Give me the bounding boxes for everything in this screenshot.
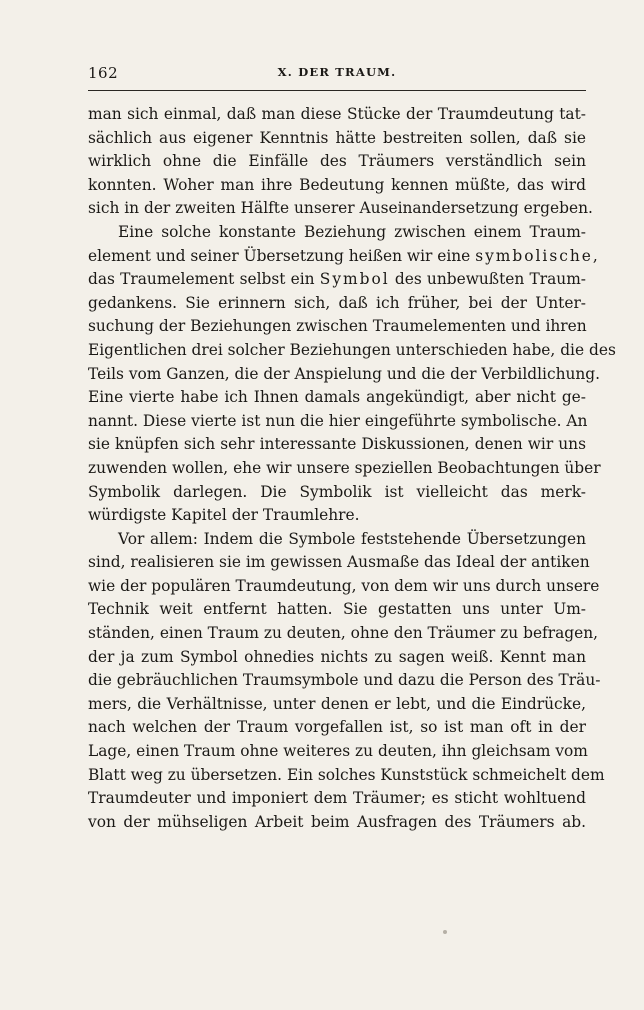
paragraph-2 [88, 221, 616, 528]
text-line [88, 245, 600, 269]
text-line: wie der populären Traumdeutung, von dem wir uns durch unsere [88, 576, 600, 595]
text-line: mers, die Verhältnisse, unter denen er lebt, und die Eindrücke, [88, 694, 586, 713]
page-number: 162 [88, 64, 119, 82]
text-line: wirklich ohne die Einfälle des Träumers verständlich sein [88, 152, 586, 171]
text-line: Symbolik darlegen. Die Symbolik ist vielleicht das merk- [88, 482, 586, 501]
text-line: von der mühseligen Arbeit beim Ausfragen des Träumers ab. [88, 812, 586, 831]
body-text [88, 103, 616, 834]
text-segment: element und seiner Übersetzung heißen wir eine [88, 246, 476, 265]
text-line: ständen, einen Traum zu deuten, ohne den Träumer zu befragen, [88, 624, 599, 643]
text-line: Traumdeuter und imponiert dem Träumer; es sticht wohltuend [88, 789, 586, 808]
text-line: Eine vierte habe ich Ihnen damals angekündigt, aber nicht ge- [88, 388, 586, 407]
text-line: sie knüpfen sich sehr interessante Diskussionen, denen wir uns [88, 435, 586, 454]
text-line: Teils vom Ganzen, die der Anspielung und die der Verbildlichung. [88, 364, 601, 383]
text-line: sind, realisieren sie im gewissen Ausmaße das Ideal der antiken [88, 553, 590, 572]
text-line: würdigste Kapitel der Traumlehre. [88, 506, 360, 525]
text-line: Technik weit entfernt hatten. Sie gestatten uns unter Um- [88, 600, 586, 619]
text-line: der ja zum Symbol ohnedies nichts zu sagen weiß. Kennt man [88, 647, 586, 666]
text-line: Vor allem: Indem die Symbole feststehende Übersetzungen [118, 529, 586, 548]
emphasized-term: symbolische, [475, 246, 600, 265]
text-segment: des unbewußten Traum- [389, 270, 586, 289]
emphasized-term: Symbol [319, 270, 390, 289]
header-rule [88, 90, 586, 91]
text-line: Eine solche konstante Beziehung zwischen einem Traum- [118, 222, 586, 241]
text-line: konnten. Woher man ihre Bedeutung kennen müßte, das wird [88, 175, 586, 194]
text-line [88, 268, 586, 292]
text-line: die gebräuchlichen Traumsymbole und dazu die Person des Träu- [88, 671, 601, 690]
print-speck [443, 930, 447, 934]
text-line: nannt. Diese vierte ist nun die hier eingeführte symbolische. An [88, 411, 588, 430]
text-segment: das Traumelement selbst ein [88, 270, 320, 289]
page-header [88, 64, 586, 86]
text-line: Lage, einen Traum ohne weiteres zu deuten, ihn gleichsam vom [88, 742, 588, 761]
text-line: nach welchen der Traum vorgefallen ist, so ist man oft in der [88, 718, 586, 737]
text-line: suchung der Beziehungen zwischen Traumelementen und ihren [88, 317, 587, 336]
paragraph-1 [88, 103, 593, 221]
running-head: X. DER TRAUM. [277, 65, 397, 79]
text-line: zuwenden wollen, ehe wir unsere speziellen Beobachtungen über [88, 458, 601, 477]
paragraph-3 [88, 528, 605, 835]
text-line: Eigentlichen drei solcher Beziehungen unterschieden habe, die des [88, 340, 616, 359]
text-line: gedankens. Sie erinnern sich, daß ich früher, bei der Unter- [88, 293, 586, 312]
text-line: Blatt weg zu übersetzen. Ein solches Kunststück schmeichelt dem [88, 765, 605, 784]
text-line: sich in der zweiten Hälfte unserer Auseinandersetzung ergeben. [88, 199, 593, 218]
text-line: man sich einmal, daß man diese Stücke der Traumdeutung tat- [88, 105, 586, 123]
text-line: sächlich aus eigener Kenntnis hätte bestreiten sollen, daß sie [88, 128, 586, 147]
